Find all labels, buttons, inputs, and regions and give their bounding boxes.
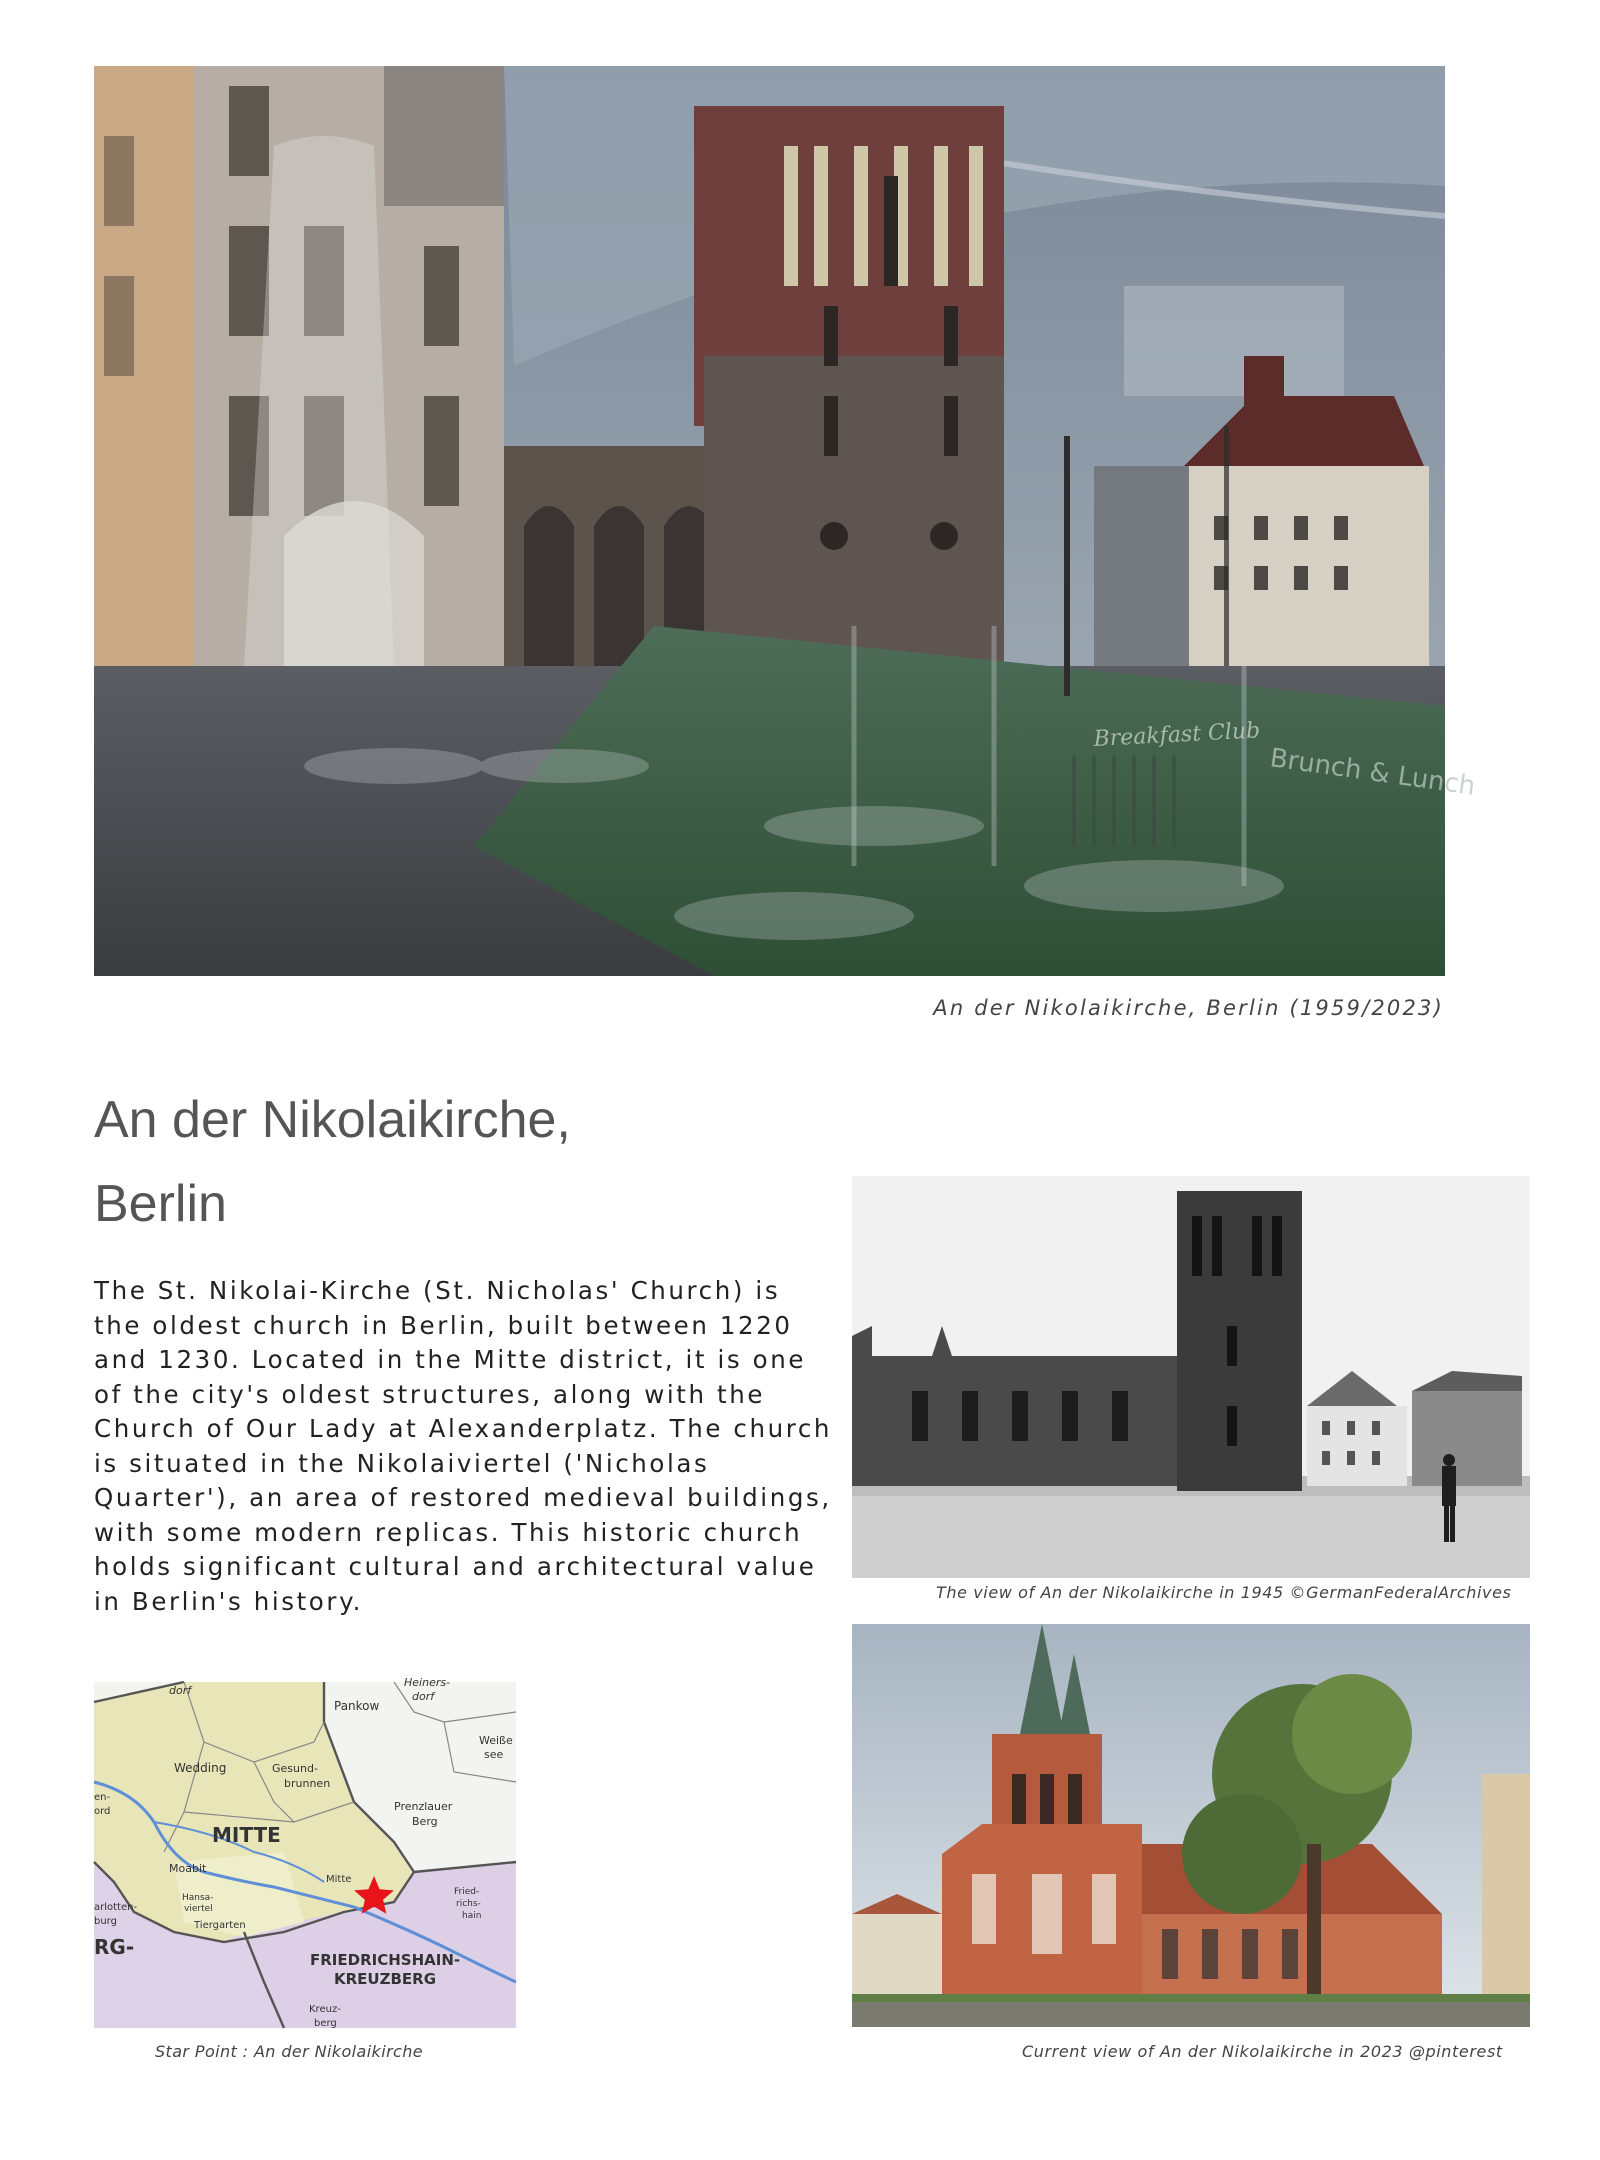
map-label-rg: RG-	[94, 1935, 135, 1959]
hero-photo	[94, 66, 1478, 976]
district-map-illustration	[94, 1676, 516, 2029]
map-label-dorf: dorf	[169, 1684, 192, 1697]
map-label-see: see	[484, 1748, 504, 1761]
map-label-en: en-	[94, 1792, 111, 1803]
page-title-line2: Berlin	[94, 1175, 227, 1233]
hero-caption: An der Nikolaikirche, Berlin (1959/2023)	[933, 996, 1444, 1020]
map-label-weiss: Weiße	[479, 1734, 513, 1747]
map-label-pankow: Pankow	[334, 1699, 380, 1713]
photo-2023	[852, 1624, 1530, 2027]
map-label-kreuzberg: KREUZBERG	[334, 1970, 437, 1988]
map-label-mitte: Mitte	[326, 1874, 352, 1885]
map-label-berg2: berg	[314, 2018, 337, 2029]
hero-sign-breakfast: Breakfast Club	[1093, 718, 1261, 752]
map-label-kreuz: Kreuz-	[309, 2004, 341, 2015]
map-label-heiners2: dorf	[412, 1690, 435, 1703]
hero-photo-illustration	[94, 66, 1478, 976]
map-label-arlotten: arlotten-	[94, 1902, 138, 1913]
photo-1945-caption: The view of An der Nikolaikirche in 1945 ©GermanFederalArchives	[936, 1583, 1512, 1602]
map-label-berg: Berg	[412, 1815, 438, 1828]
map-label-gesund: Gesund-	[272, 1762, 318, 1775]
map-label-richs: richs-	[456, 1899, 481, 1909]
photo-2023-caption: Current view of An der Nikolaikirche in 2023 @pinterest	[1022, 2042, 1503, 2061]
map-label-fried: Fried-	[454, 1887, 480, 1897]
district-map	[94, 1676, 516, 2029]
map-label-moabit: Moabit	[169, 1862, 207, 1875]
map-caption: Star Point : An der Nikolaikirche	[155, 2042, 424, 2061]
map-label-burg: burg	[94, 1916, 117, 1927]
page-title	[94, 1078, 814, 1246]
map-label-brunnen: brunnen	[284, 1777, 331, 1790]
hero-sign-brunch: Brunch & Lunch	[1268, 743, 1478, 802]
photo-1945-illustration	[852, 1176, 1530, 1578]
map-label-tiergarten: Tiergarten	[194, 1920, 246, 1931]
body-paragraph: The St. Nikolai-Kirche (St. Nicholas' Church) is the oldest church in Berlin, built between 1220 and 1230. Located in the Mitte district, it is one of the city's oldest structures, along with the Church of Our Lady at Alexanderplatz. The church is situated in the Nikolaiviertel ('Nicholas Quarter'), an area of restored medieval buildings, with some modern replicas. This historic church holds significant cultural and architectural value in Berlin's history.	[94, 1276, 833, 1616]
map-label-hansa: Hansa-	[182, 1893, 214, 1903]
map-label-hain: hain	[462, 1911, 482, 1921]
map-label-wedding: Wedding	[174, 1761, 227, 1775]
map-label-prenzlauer: Prenzlauer	[394, 1800, 453, 1813]
photo-1945	[852, 1176, 1530, 1578]
map-label-ord: ord	[94, 1806, 111, 1817]
map-label-heiners: Heiners-	[404, 1676, 451, 1689]
map-label-viertel: viertel	[184, 1904, 213, 1914]
map-label-friedrichshain: FRIEDRICHSHAIN-	[310, 1951, 461, 1969]
map-label-mitte-district: MITTE	[212, 1823, 281, 1847]
photo-2023-illustration	[852, 1624, 1530, 2027]
page-title-line1: An der Nikolaikirche,	[94, 1091, 571, 1149]
